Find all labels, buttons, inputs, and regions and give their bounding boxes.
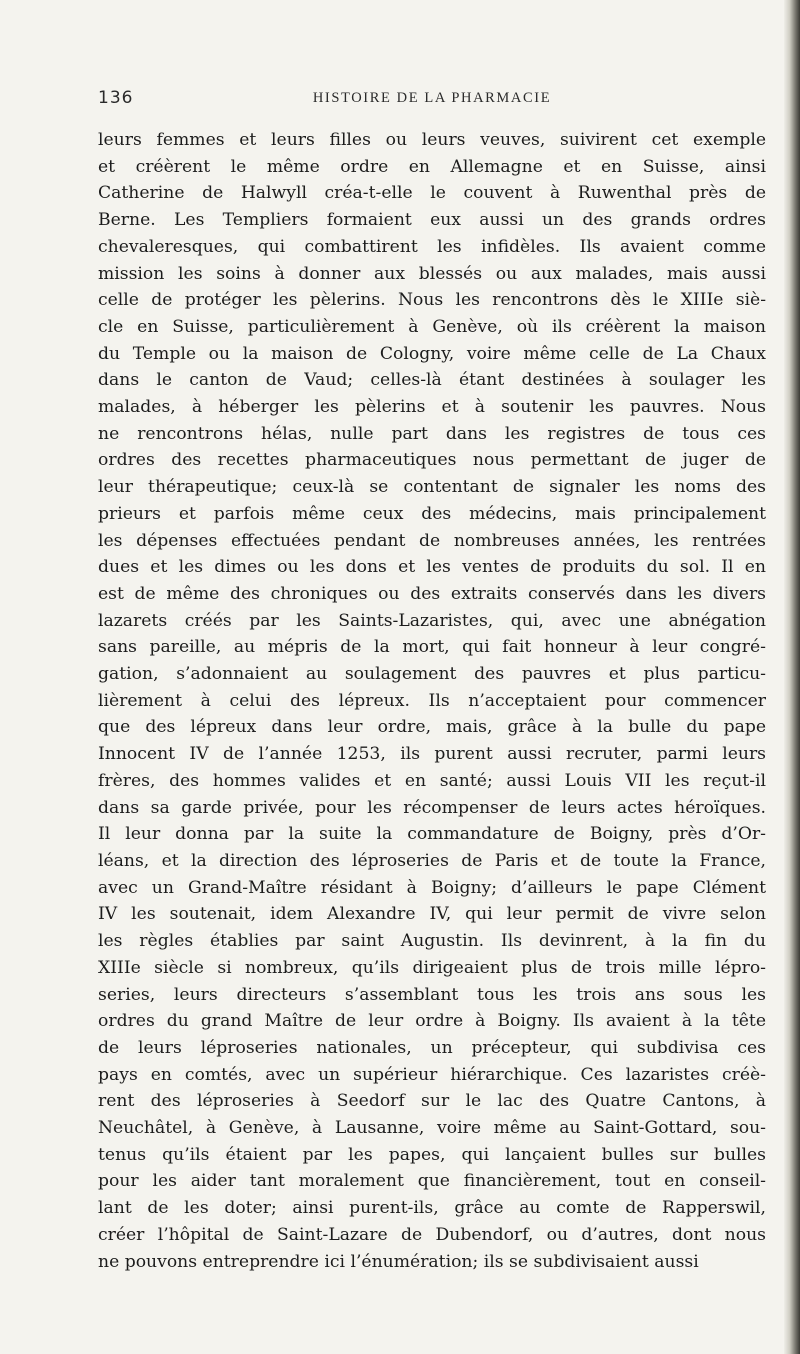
text-line: malades, à héberger les pèlerins et à soutenir les pauvres. Nous [98,397,766,418]
page-number: 136 [98,88,134,108]
text-line: que des lépreux dans leur ordre, mais, grâce à la bulle du pape [98,717,766,738]
page-edge [784,0,800,1354]
text-line: pays en comtés, avec un supérieur hiérarchique. Ces lazaristes créè- [98,1064,766,1085]
text-line: series, leurs directeurs s’assemblant tous les trois ans sous les [98,984,766,1005]
text-line: Il leur donna par la suite la commandature de Boigny, près d’Or- [98,824,766,845]
text-line: Berne. Les Templiers formaient eux aussi un des grands ordres [98,210,766,231]
text-line: léans, et la direction des léproseries de Paris et de toute la France, [98,850,766,871]
text-line: Innocent IV de l’année 1253, ils purent aussi recruter, parmi leurs [98,744,766,765]
text-line: leur thérapeutique; ceux-là se contentant de signaler les noms des [98,477,766,498]
text-line: lièrement à celui des lépreux. Ils n’acceptaient pour commencer [98,690,766,711]
text-line: rent des léproseries à Seedorf sur le lac des Quatre Cantons, à [98,1091,766,1112]
page-header [98,88,766,114]
text-line: XIIIe siècle si nombreux, qu’ils dirigeaient plus de trois mille lépro- [98,957,766,978]
text-line: et créèrent le même ordre en Allemagne et en Suisse, ainsi [98,156,766,177]
text-line: ordres du grand Maître de leur ordre à Boigny. Ils avaient à la tête [98,1011,766,1032]
text-line: ne pouvons entreprendre ici l’énumération; ils se subdivisaient aussi [98,1251,699,1272]
text-line: les dépenses effectuées pendant de nombreuses années, les rentrées [98,530,766,551]
text-line: Neuchâtel, à Genève, à Lausanne, voire même au Saint-Gottard, sou- [98,1118,766,1139]
text-line: mission les soins à donner aux blessés ou aux malades, mais aussi [98,263,766,284]
text-line: gation, s’adonnaient au soulagement des pauvres et plus particu- [98,664,766,685]
text-line: les règles établies par saint Augustin. Ils devinrent, à la fin du [98,931,766,952]
text-line: de leurs léproseries nationales, un précepteur, qui subdivisa ces [98,1037,766,1058]
text-line: ordres des recettes pharmaceutiques nous permettant de juger de [98,450,766,471]
text-line: sans pareille, au mépris de la mort, qui fait honneur à leur congré- [98,637,766,658]
text-line: ne rencontrons hélas, nulle part dans les registres de tous ces [98,423,766,444]
text-line: pour les aider tant moralement que financièrement, tout en conseil- [98,1171,766,1192]
text-line: avec un Grand-Maître résidant à Boigny; d’ailleurs le pape Clément [98,877,766,898]
text-line: est de même des chroniques ou des extraits conservés dans les divers [98,583,766,604]
text-line: leurs femmes et leurs filles ou leurs veuves, suivirent cet exemple [98,130,766,150]
text-line: chevaleresques, qui combattirent les infidèles. Ils avaient comme [98,236,766,257]
text-line: dans le canton de Vaud; celles-là étant destinées à soulager les [98,370,766,391]
text-line: lazarets créés par les Saints-Lazaristes, qui, avec une abnégation [98,610,766,631]
text-line: cle en Suisse, particulièrement à Genève, où ils créèrent la maison [98,316,766,337]
text-line: tenus qu’ils étaient par les papes, qui lançaient bulles sur bulles [98,1144,766,1165]
text-line: IV les soutenait, idem Alexandre IV, qui leur permit de vivre selon [98,904,766,925]
text-line: créer l’hôpital de Saint-Lazare de Dubendorf, ou d’autres, dont nous [98,1224,766,1245]
running-head: HISTOIRE DE LA PHARMACIE [312,90,552,106]
text-line: dans sa garde privée, pour les récompenser de leurs actes héroïques. [98,797,766,818]
text-line: lant de les doter; ainsi purent-ils, grâce au comte de Rapperswil, [98,1198,766,1219]
text-line: frères, des hommes valides et en santé; aussi Louis VII les reçut-il [98,770,766,791]
text-line: celle de protéger les pèlerins. Nous les rencontrons dès le XIIIe siè- [98,290,766,311]
text-line: du Temple ou la maison de Cologny, voire même celle de La Chaux [98,343,766,364]
body-text [98,127,766,1275]
text-line: prieurs et parfois même ceux des médecins, mais principalement [98,503,766,524]
text-line: dues et les dimes ou les dons et les ventes de produits du sol. Il en [98,557,766,578]
text-line: Catherine de Halwyll créa-t-elle le couvent à Ruwenthal près de [98,183,766,204]
